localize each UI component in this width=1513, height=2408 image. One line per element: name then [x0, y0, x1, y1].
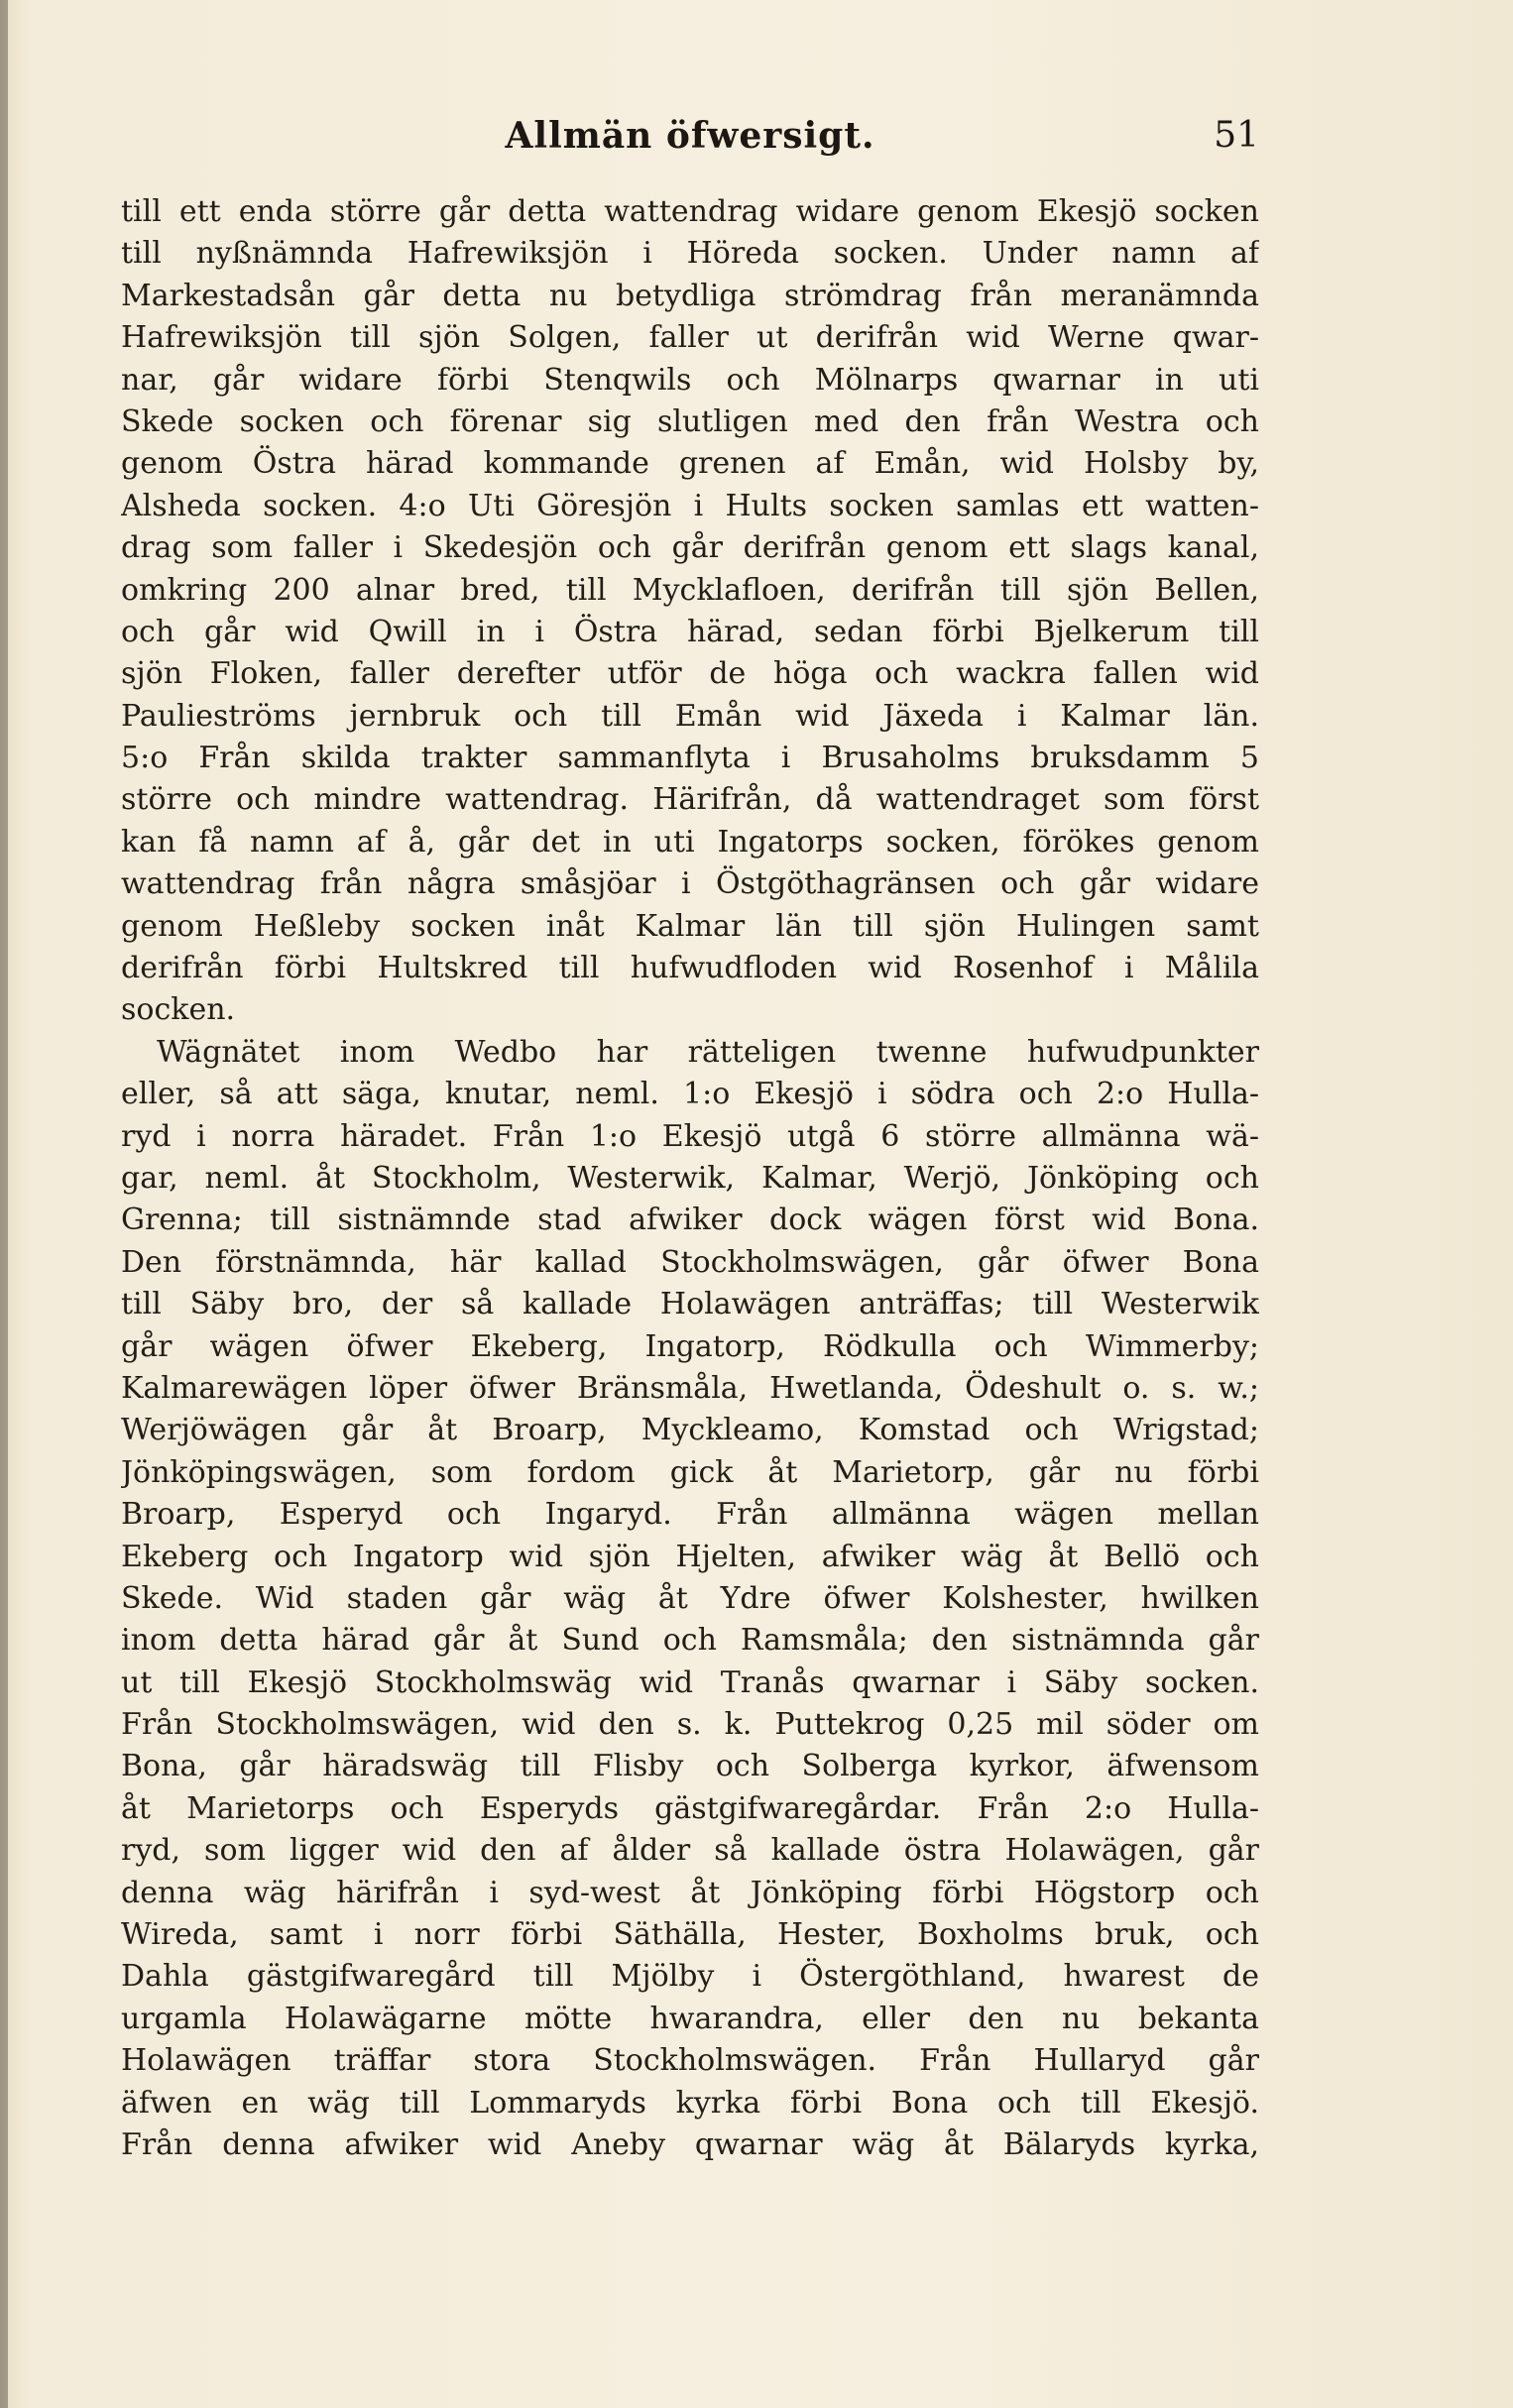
text-line: Wägnätet inom Wedbo har rätteligen twenne hufwudpunkter: [157, 1034, 1259, 1070]
text-line: Skede. Wid staden går wäg åt Ydre öfwer Kolshester, hwilken: [121, 1580, 1259, 1616]
binding-edge: [0, 0, 8, 2408]
text-line: Broarp, Esperyd och Ingaryd. Från allmänna wägen mellan: [121, 1497, 1259, 1533]
text-line: ryd i norra häradet. Från 1:o Ekesjö utgå 6 större allmänna wä-: [121, 1118, 1259, 1154]
text-line: Werjöwägen går åt Broarp, Myckleamo, Komstad och Wrigstad;: [121, 1413, 1259, 1448]
text-line: eller, så att säga, knutar, neml. 1:o Ekesjö i södra och 2:o Hulla-: [121, 1077, 1259, 1112]
text-line: går wägen öfwer Ekeberg, Ingatorp, Rödkulla och Wimmerby;: [121, 1328, 1259, 1364]
text-line: Skede socken och förenar sig slutligen med den från Westra och: [121, 403, 1259, 439]
body-text: [121, 191, 1259, 2174]
text-line: Från Stockholmswägen, wid den s. k. Puttekrog 0,25 mil söder om: [121, 1707, 1259, 1743]
text-line: Markestadsån går detta nu betydliga strömdrag från meranämnda: [121, 278, 1259, 313]
text-line: drag som faller i Skedesjön och går derifrån genom ett slags kanal,: [121, 530, 1259, 566]
text-line: denna wäg härifrån i syd-west åt Jönköping förbi Högstorp och: [121, 1875, 1259, 1910]
text-line: Bona, går häradswäg till Flisby och Solberga kyrkor, äfwensom: [121, 1749, 1259, 1784]
running-header: [121, 109, 1259, 169]
text-line: nar, går widare förbi Stenqwils och Mölnarps qwarnar in uti: [121, 362, 1259, 398]
text-line: till nyßnämnda Hafrewiksjön i Höreda socken. Under namn af: [121, 236, 1259, 272]
text-line: Holawägen träffar stora Stockholmswägen. Från Hullaryd går: [121, 2043, 1259, 2079]
text-line: 5:o Från skilda trakter sammanflyta i Brusaholms bruksdamm 5: [121, 741, 1259, 776]
text-line: ut till Ekesjö Stockholmswäg wid Tranås qwarnar i Säby socken.: [121, 1664, 1259, 1700]
text-line: Från denna afwiker wid Aneby qwarnar wäg åt Bälaryds kyrka,: [121, 2126, 1259, 2162]
text-line: sjön Floken, faller derefter utför de höga och wackra fallen wid: [121, 656, 1259, 692]
text-line: till ett enda större går detta wattendrag widare genom Ekesjö socken: [121, 194, 1259, 229]
text-line: genom Heßleby socken inåt Kalmar län till sjön Hulingen samt: [121, 908, 1259, 944]
page-number: 51: [1214, 115, 1259, 156]
text-line: äfwen en wäg till Lommaryds kyrka förbi Bona och till Ekesjö.: [121, 2085, 1259, 2121]
text-line: genom Östra härad kommande grenen af Emån, wid Holsby by,: [121, 446, 1259, 482]
text-line: Grenna; till sistnämnde stad afwiker dock wägen först wid Bona.: [121, 1203, 1259, 1238]
text-line: omkring 200 alnar bred, till Mycklafloen, derifrån till sjön Bellen,: [121, 572, 1259, 608]
text-line: åt Marietorps och Esperyds gästgifwaregårdar. Från 2:o Hulla-: [121, 1790, 1259, 1826]
text-line: Den förstnämnda, här kallad Stockholmswägen, går öfwer Bona: [121, 1244, 1259, 1280]
text-line: större och mindre wattendrag. Härifrån, då wattendraget som först: [121, 782, 1259, 818]
text-line: Wireda, samt i norr förbi Säthälla, Hester, Boxholms bruk, och: [121, 1917, 1259, 1953]
text-line: Alsheda socken. 4:o Uti Göresjön i Hults socken samlas ett watten-: [121, 488, 1259, 523]
text-line: Ekeberg och Ingatorp wid sjön Hjelten, afwiker wäg åt Bellö och: [121, 1539, 1259, 1574]
text-line: till Säby bro, der så kallade Holawägen anträffas; till Westerwik: [121, 1287, 1259, 1322]
text-line: Paulieströms jernbruk och till Emån wid Jäxeda i Kalmar län.: [121, 698, 1259, 734]
text-line: urgamla Holawägarne mötte hwarandra, eller den nu bekanta: [121, 2001, 1259, 2036]
text-line: Dahla gästgifwaregård till Mjölby i Östergöthland, hwarest de: [121, 1959, 1259, 1995]
text-line: ryd, som ligger wid den af ålder så kallade östra Holawägen, går: [121, 1833, 1259, 1869]
text-line: kan få namn af å, går det in uti Ingatorps socken, förökes genom: [121, 824, 1259, 860]
page-header-title: Allmän öfwersigt.: [505, 115, 875, 157]
text-line: Jönköpingswägen, som fordom gick åt Marietorp, går nu förbi: [121, 1454, 1259, 1490]
text-line: inom detta härad går åt Sund och Ramsmåla; den sistnämnda går: [121, 1623, 1259, 1659]
text-line: Kalmarewägen löper öfwer Bränsmåla, Hwetlanda, Ödeshult o. s. w.;: [121, 1370, 1259, 1406]
text-line: gar, neml. åt Stockholm, Westerwik, Kalmar, Werjö, Jönköping och: [121, 1160, 1259, 1196]
text-line: socken.: [121, 992, 236, 1028]
text-line: Hafrewiksjön till sjön Solgen, faller ut derifrån wid Werne qwar-: [121, 320, 1259, 356]
text-line: derifrån förbi Hultskred till hufwudfloden wid Rosenhof i Målila: [121, 951, 1259, 986]
text-line: wattendrag från några småsjöar i Östgöthagränsen och går widare: [121, 866, 1259, 902]
text-line: och går wid Qwill in i Östra härad, sedan förbi Bjelkerum till: [121, 614, 1259, 649]
